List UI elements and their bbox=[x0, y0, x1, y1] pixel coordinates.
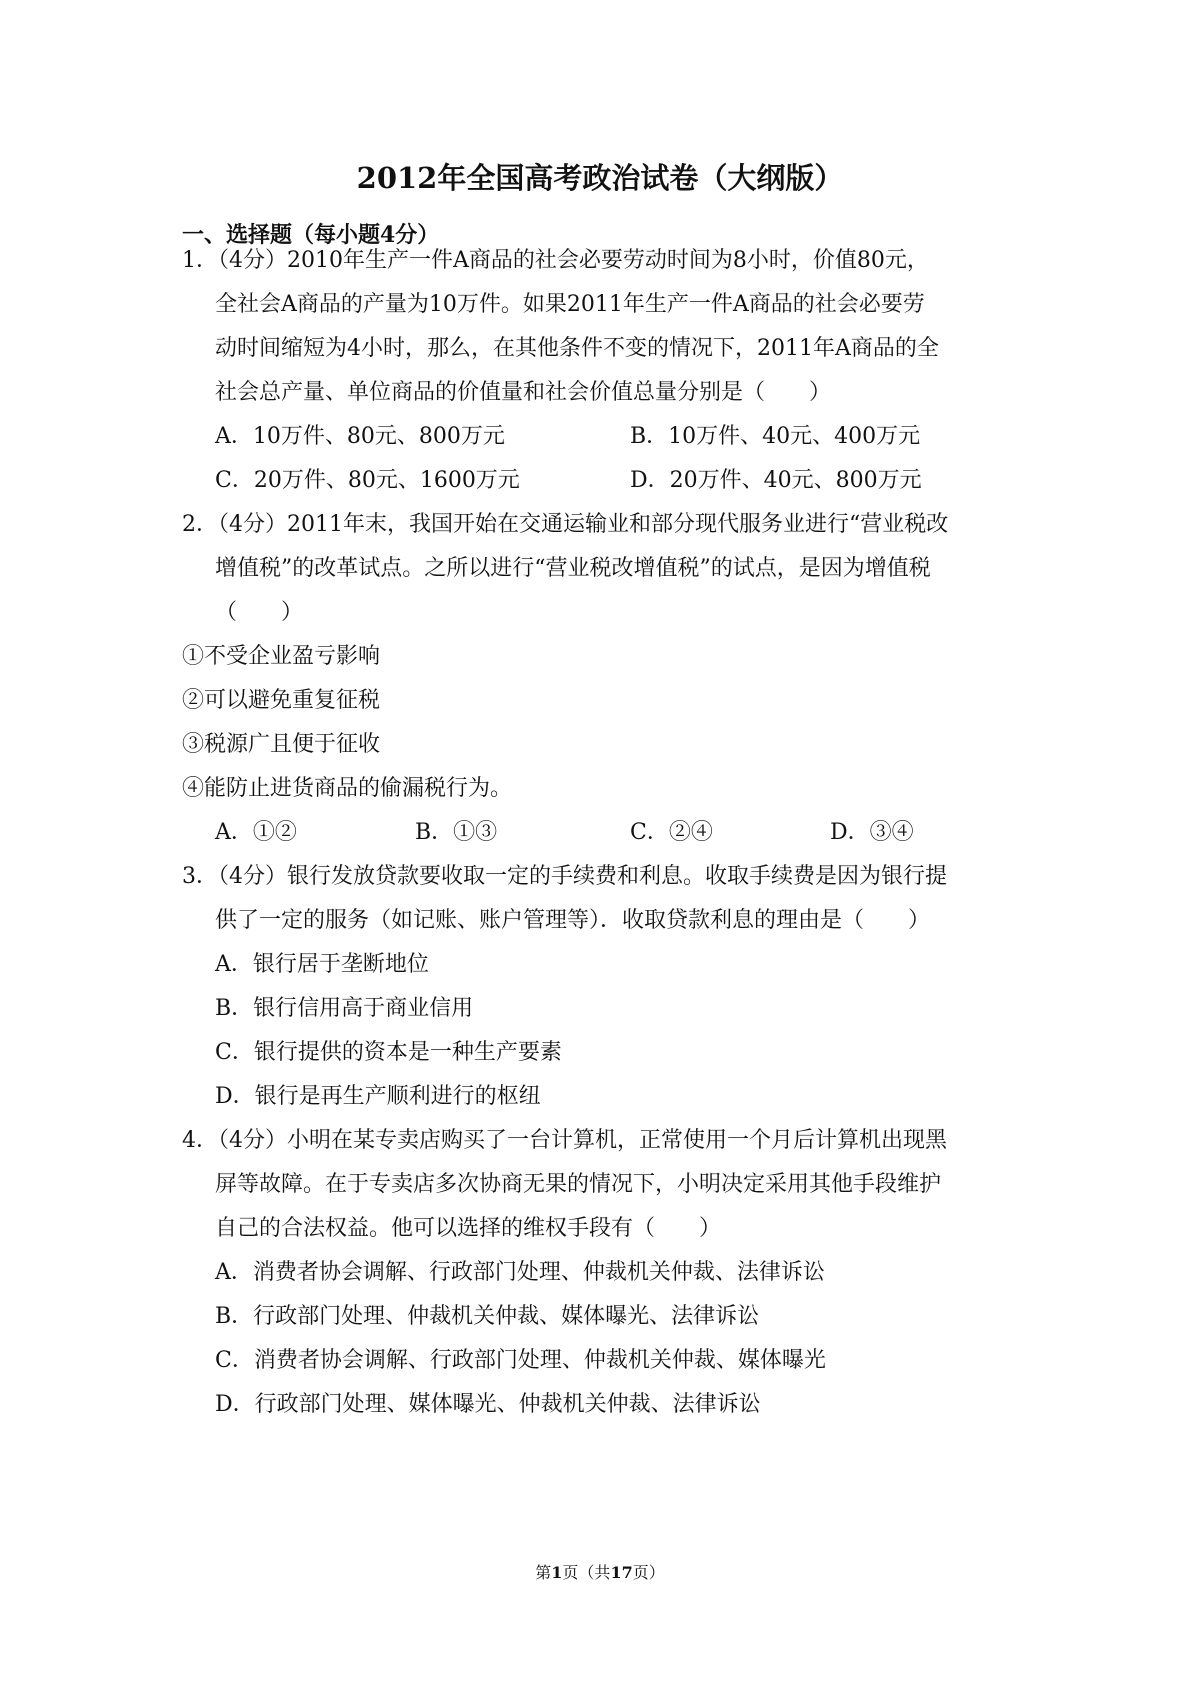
q3-option-c: C．银行提供的资本是一种生产要素 bbox=[215, 1040, 562, 1065]
footer-middle: 页（共 bbox=[562, 1563, 611, 1582]
q1-line-1: 1．（4分）2010年生产一件A商品的社会必要劳动时间为8小时，价值80元， bbox=[182, 248, 929, 273]
q2-line-1: 2．（4分）2011年末，我国开始在交通运输业和部分现代服务业进行“营业税改 bbox=[182, 512, 949, 537]
page-title: 2012年全国高考政治试卷（大纲版） bbox=[356, 161, 844, 195]
q3-line-2: 供了一定的服务（如记账、账户管理等）．收取贷款利息的理由是（ ） bbox=[215, 908, 931, 933]
q2-line-3: （ ） bbox=[215, 600, 304, 625]
q4-option-d: D．行政部门处理、媒体曝光、仲裁机关仲裁、法律诉讼 bbox=[215, 1392, 761, 1417]
q2-item-1: ①不受企业盈亏影响 bbox=[182, 644, 381, 669]
q3-option-b: B．银行信用高于商业信用 bbox=[215, 996, 474, 1021]
q2-option-d: D．③④ bbox=[830, 820, 914, 845]
q1-option-d: D．20万件、40元、800万元 bbox=[630, 468, 922, 493]
q1-option-a: A．10万件、80元、800万元 bbox=[215, 424, 505, 449]
q2-item-3: ③税源广且便于征收 bbox=[182, 732, 381, 757]
footer-suffix: 页） bbox=[632, 1563, 665, 1582]
q2-line-2: 增值税”的改革试点。之所以进行“营业税改增值税”的试点，是因为增值税 bbox=[215, 556, 931, 581]
q1-line-2: 全社会A商品的产量为10万件。如果2011年生产一件A商品的社会必要劳 bbox=[215, 292, 925, 317]
q3-option-a: A．银行居于垄断地位 bbox=[215, 952, 429, 977]
q4-option-a: A．消费者协会调解、行政部门处理、仲裁机关仲裁、法律诉讼 bbox=[215, 1260, 825, 1285]
q4-option-c: C．消费者协会调解、行政部门处理、仲裁机关仲裁、媒体曝光 bbox=[215, 1348, 826, 1373]
q1-option-b: B．10万件、40元、400万元 bbox=[630, 424, 921, 449]
total-pages-number: 17 bbox=[610, 1563, 633, 1582]
q4-line-2: 屏等故障。在于专卖店多次协商无果的情况下，小明决定采用其他手段维护 bbox=[215, 1172, 942, 1197]
q1-line-3: 动时间缩短为4小时，那么，在其他条件不变的情况下，2011年A商品的全 bbox=[215, 336, 939, 361]
q2-item-4: ④能防止进货商品的偷漏税行为。 bbox=[182, 776, 513, 801]
q1-option-c: C．20万件、80元、1600万元 bbox=[215, 468, 520, 493]
q3-option-d: D．银行是再生产顺利进行的枢纽 bbox=[215, 1084, 541, 1109]
q2-option-b: B．①③ bbox=[415, 820, 498, 845]
q2-option-c: C．②④ bbox=[630, 820, 713, 845]
q4-option-b: B．行政部门处理、仲裁机关仲裁、媒体曝光、法律诉讼 bbox=[215, 1304, 760, 1329]
page-footer bbox=[0, 1560, 1200, 1583]
q3-line-1: 3．（4分）银行发放贷款要收取一定的手续费和利息。收取手续费是因为银行提 bbox=[182, 864, 947, 889]
q4-line-3: 自己的合法权益。他可以选择的维权手段有（ ） bbox=[215, 1216, 722, 1241]
section-heading: 一、选择题（每小题4分） bbox=[182, 222, 440, 248]
footer-prefix: 第 bbox=[535, 1563, 552, 1582]
q4-line-1: 4．（4分）小明在某专卖店购买了一台计算机，正常使用一个月后计算机出现黑 bbox=[182, 1128, 947, 1153]
q2-option-a: A．①② bbox=[215, 820, 297, 845]
q2-item-2: ②可以避免重复征税 bbox=[182, 688, 381, 713]
q1-line-4: 社会总产量、单位商品的价值量和社会价值总量分别是（ ） bbox=[215, 380, 832, 405]
current-page-number: 1 bbox=[551, 1563, 563, 1582]
